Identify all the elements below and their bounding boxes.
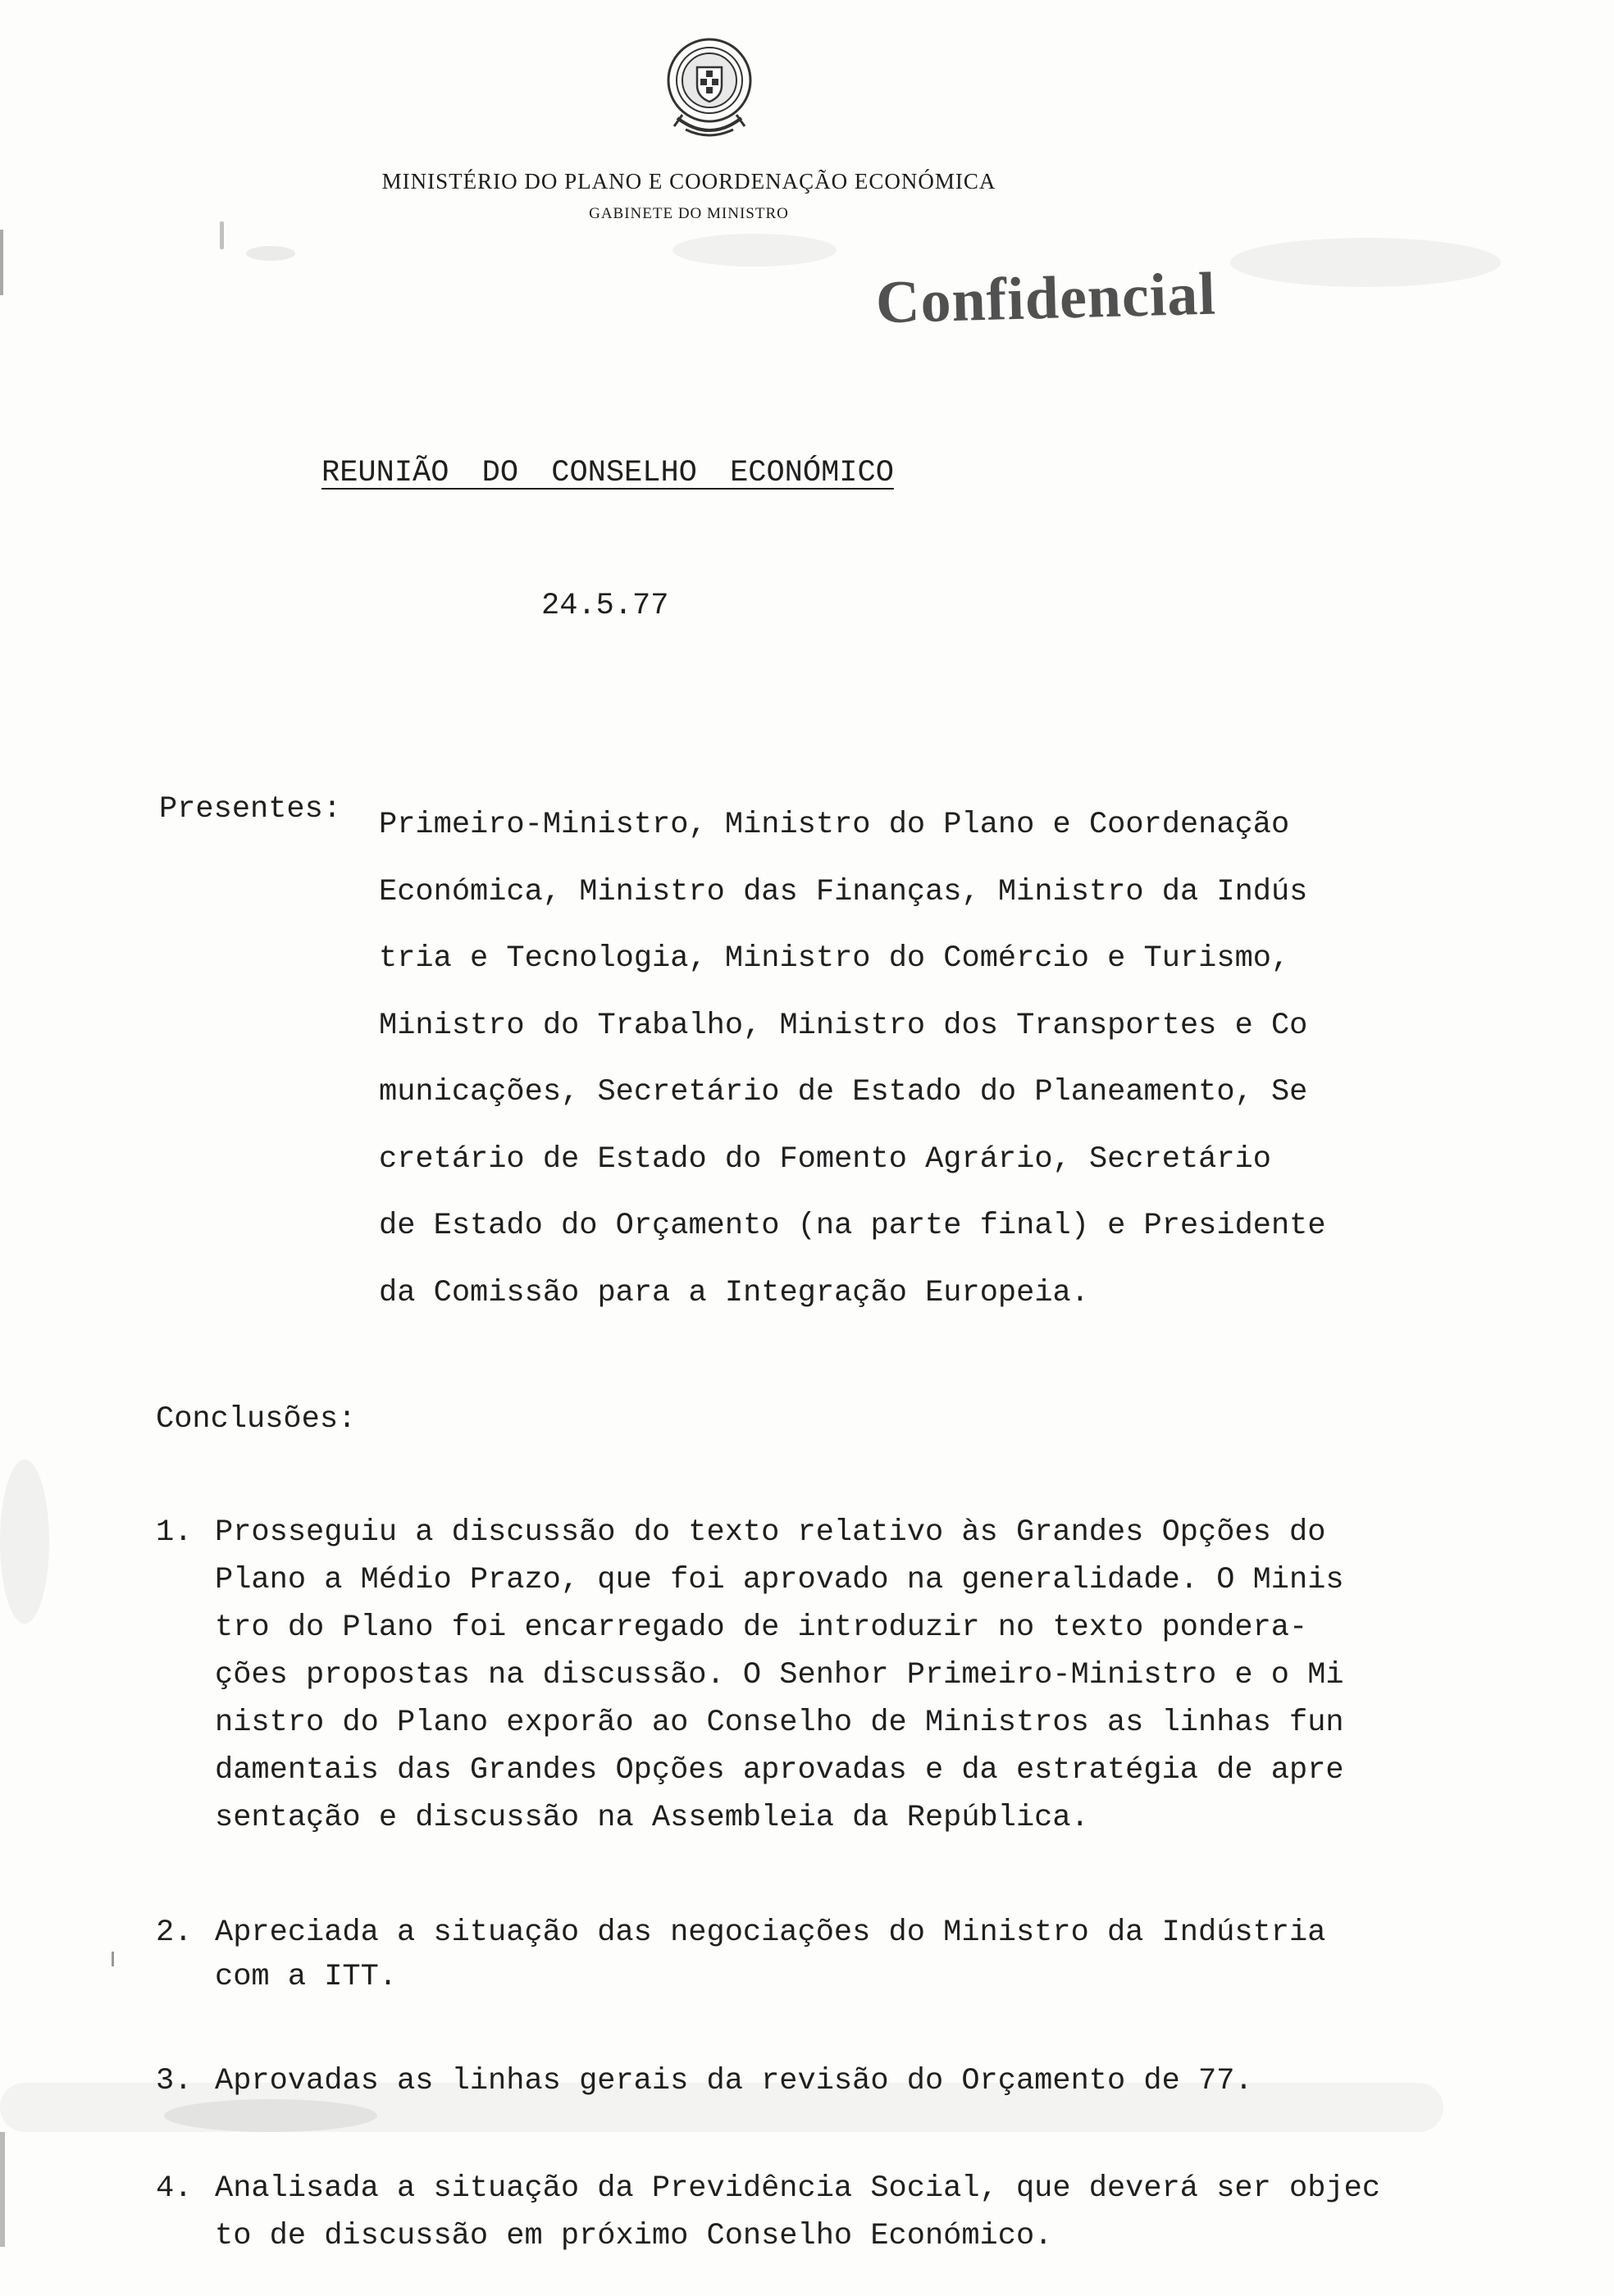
presentes-list: Primeiro-Ministro, Ministro do Plano e Coordenação Económica, Ministro das Finanças, Ministro da Indús tria e Tecnologia, Ministro do Comércio e Turismo, Ministro do Trabalho, Ministro dos Transportes e Co municações, Secretário de Estado do Planeamento, Se cretário de Estado do Fomento Agrário, Secretário de Estado do Orçamento (na parte final) e Presidente da Comissão para a Integração Europeia. xyxy=(379,808,1326,1310)
conclusion-number: 1. xyxy=(156,1515,193,1550)
margin-mark xyxy=(112,1952,114,1966)
copy-speck xyxy=(220,221,224,249)
ministry-name: MINISTÉRIO DO PLANO E COORDENAÇÃO ECONÓMICA xyxy=(381,169,996,194)
presentes-label: Presentes: xyxy=(159,792,342,827)
confidential-stamp: Confidencial xyxy=(874,260,1217,337)
copy-speck xyxy=(246,246,295,261)
conclusion-text: Analisada a situação da Previdência Social, que deverá ser objec to de discussão em próximo Conselho Económico. xyxy=(215,2171,1381,2253)
conclusoes-label: Conclusões: xyxy=(156,1402,357,1437)
coat-of-arms-seal-icon xyxy=(661,33,758,148)
conclusion-number: 4. xyxy=(156,2171,193,2206)
conclusion-text: Apreciada a situação das negociações do Ministro da Indústria com a ITT. xyxy=(215,1916,1326,1994)
cabinet-name: GABINETE DO MINISTRO xyxy=(589,205,789,222)
copy-speck xyxy=(1230,238,1501,287)
margin-mark xyxy=(0,2132,5,2247)
conclusion-number: 3. xyxy=(156,2064,193,2098)
margin-mark xyxy=(0,230,3,295)
copy-speck xyxy=(164,2099,377,2132)
document-title: REUNIÃO DO CONSELHO ECONÓMICO xyxy=(321,456,894,490)
copy-speck xyxy=(0,1460,49,1624)
copy-speck xyxy=(672,234,837,266)
conclusion-number: 2. xyxy=(156,1916,193,1950)
conclusion-text: Aprovadas as linhas gerais da revisão do Orçamento de 77. xyxy=(215,2064,1253,2098)
conclusion-text: Prosseguiu a discussão do texto relativo às Grandes Opções do Plano a Médio Prazo, que foi aprovado na generalidade. O Minis tro do Plano foi encarregado de introduzir no texto pondera- ções propostas na discussão. O Senhor Primeiro-Ministro e o Mi nistro do Plano exporão ao Conselho de Ministros as linhas fun damentais das Grandes Opções aprovadas e da estratégia de apre sentação e discussão na Assembleia da República. xyxy=(215,1515,1344,1835)
meeting-date: 24.5.77 xyxy=(541,589,669,623)
